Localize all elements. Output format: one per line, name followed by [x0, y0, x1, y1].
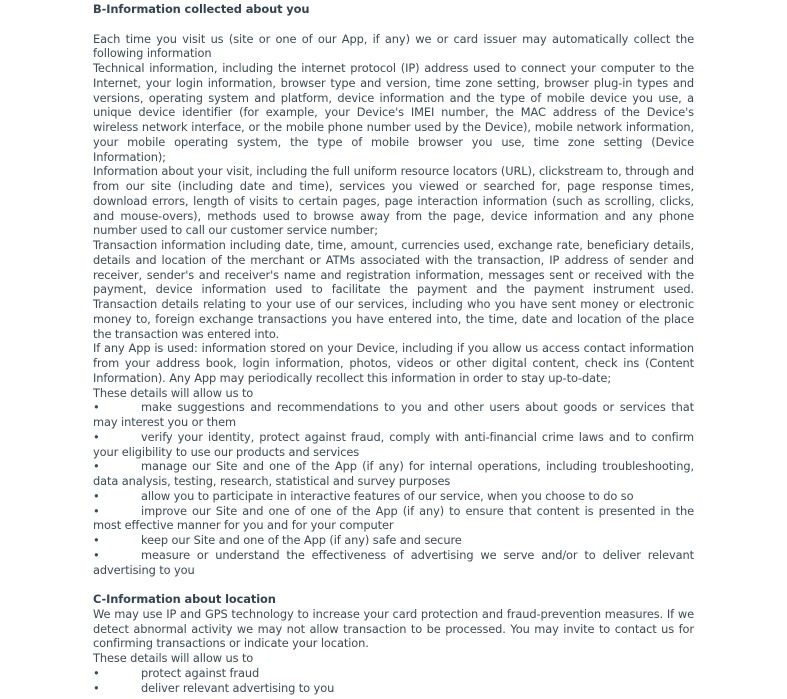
section-b-allow-label: These details will allow us to [93, 385, 254, 400]
section-c-heading: C-Information about location [93, 592, 276, 606]
list-item [93, 533, 694, 548]
bullet-icon: • [93, 429, 100, 444]
list-item [93, 666, 694, 681]
bullet-icon: • [93, 503, 100, 518]
section-b-intro: Each time you visit us (site or one of our App, if any) we or card issuer may automatically collect the following information [93, 31, 694, 61]
location-paragraph: We may use IP and GPS technology to increase your card protection and fraud-prevention measures. If we detect abnormal activity we may not allow transaction to be processed. You may invite to contact us for confirming transactions or indicate your location. [93, 606, 694, 651]
list-item-text: verify your identity, protect against fraud, comply with anti-financial crime laws and to confirm your eligibility to use our products and services [93, 429, 694, 459]
list-item-text: protect against fraud [141, 665, 260, 680]
section-b-heading: B-Information collected about you [93, 2, 310, 16]
list-item [93, 400, 694, 430]
visit-information-paragraph: Information about your visit, including the full uniform resource locators (URL), clickstream to, through and from our site (including date and time), services you viewed or searched for, page response times, download errors, length of visits to certain pages, page interaction information (such as scrolling, clicks, and mouse-overs), methods used to browse away from the page, device information and any phone number used to call our customer service number; [93, 164, 694, 238]
list-item-text: improve our Site and one of one of the App (if any) to ensure that content is presented in the most effective manner for you and for your computer [93, 503, 694, 533]
list-item [93, 430, 694, 460]
transaction-information-paragraph: Transaction information including date, time, amount, currencies used, exchange rate, beneficiary details, details and location of the merchant or ATMs associated with the transaction, IP address of sender and receiver, sender's and receiver's name and registration information, messages sent or received with the payment, device information used to facilitate the payment and the payment instrument used. Transaction details relating to your use of our services, including who you have sent money or electronic money to, foreign exchange transactions you have entered into, the time, date and location of the place the transaction was entered into. [93, 238, 694, 341]
bullet-icon: • [93, 680, 100, 695]
bullet-icon: • [93, 547, 100, 562]
list-item [93, 459, 694, 489]
list-item-text: allow you to participate in interactive features of our service, when you choose to do so [141, 488, 634, 503]
section-c-allow-label: These details will allow us to [93, 651, 254, 665]
bullet-icon: • [93, 400, 100, 415]
spacer [93, 577, 694, 592]
list-item [93, 504, 694, 534]
list-item-text: deliver relevant advertising to you [141, 680, 335, 695]
list-item-text: manage our Site and one of the App (if any) for internal operations, including troubleshooting, data analysis, testing, research, statistical and survey purposes [93, 459, 694, 488]
bullet-icon: • [93, 459, 100, 474]
list-item-text: keep our Site and one of the App (if any) safe and secure [141, 533, 462, 547]
app-content-information-paragraph: If any App is used: information stored on your Device, including if you allow us access contact information from your address book, login information, photos, videos or other digital content, check ins (Content Information). Any App may periodically recollect this information in order to stay up-to-date; [93, 341, 694, 385]
privacy-policy-document [93, 2, 694, 695]
list-item-text: make suggestions and recommendations to you and other users about goods or services that may interest you or them [93, 400, 694, 429]
bullet-icon: • [93, 665, 100, 680]
list-item [93, 548, 694, 578]
bullet-icon: • [93, 533, 100, 547]
list-item-text: measure or understand the effectiveness of advertising we serve and/or to deliver relevant advertising to you [93, 547, 694, 577]
technical-information-paragraph: Technical information, including the internet protocol (IP) address used to connect your computer to the Internet, your login information, browser type and version, time zone setting, browser plug-in types and versions, operating system and platform, device information and the type of mobile device you use, a unique device identifier (for example, your Device's IMEI number, the MAC address of the Device's wireless network interface, or the mobile phone number used by the Device), mobile network information, your mobile operating system, the type of mobile browser you use, time zone setting (Device Information); [93, 61, 694, 164]
spacer [93, 17, 694, 32]
bullet-icon: • [93, 488, 100, 503]
list-item [93, 489, 694, 504]
list-item [93, 681, 694, 696]
